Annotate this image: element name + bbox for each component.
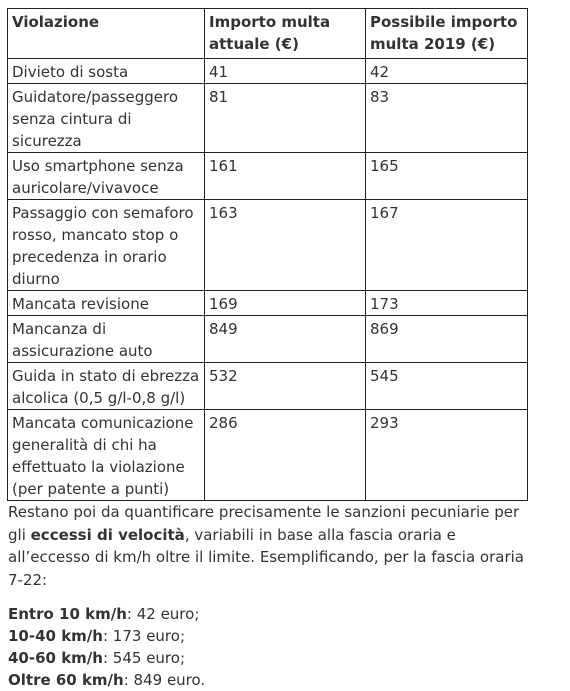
cell-violation: Guida in stato di ebrezza alcolica (0,5 g/l-0,8 g/l) — [8, 363, 205, 410]
cell-current-fine: 161 — [205, 153, 366, 200]
cell-2019-fine: 42 — [366, 59, 528, 84]
fines-table — [7, 8, 528, 501]
list-item — [8, 603, 527, 625]
speed-fine-value: : 545 euro; — [102, 649, 185, 667]
list-item — [8, 669, 527, 691]
header-violation: Violazione — [8, 9, 205, 59]
cell-current-fine: 532 — [205, 363, 366, 410]
table-row — [8, 291, 528, 316]
cell-2019-fine: 173 — [366, 291, 528, 316]
table-row — [8, 410, 528, 501]
speed-fine-value: : 42 euro; — [126, 605, 200, 623]
cell-2019-fine: 869 — [366, 316, 528, 363]
cell-violation: Divieto di sosta — [8, 59, 205, 84]
list-item — [8, 625, 527, 647]
cell-2019-fine: 165 — [366, 153, 528, 200]
speed-range-label: Oltre 60 km/h — [8, 671, 124, 689]
table-row — [8, 84, 528, 153]
cell-violation: Passaggio con semaforo rosso, mancato stop o precedenza in orario diurno — [8, 200, 205, 291]
cell-2019-fine: 545 — [366, 363, 528, 410]
table-row — [8, 200, 528, 291]
header-2019-fine: Possibile importo multa 2019 (€) — [366, 9, 528, 59]
article-content — [7, 8, 527, 691]
speed-range-label: 40-60 km/h — [8, 649, 103, 667]
table-row — [8, 153, 528, 200]
cell-violation: Mancata revisione — [8, 291, 205, 316]
cell-2019-fine: 167 — [366, 200, 528, 291]
cell-violation: Guidatore/passeggero senza cintura di sicurezza — [8, 84, 205, 153]
table-row — [8, 59, 528, 84]
list-item — [8, 647, 527, 669]
cell-current-fine: 849 — [205, 316, 366, 363]
speed-fines-paragraph — [7, 501, 527, 591]
speed-range-label: 10-40 km/h — [8, 627, 103, 645]
speed-fines-list — [7, 603, 527, 691]
paragraph-text-start: Restano poi da quantificare precisamente le sanzioni pecuniarie per gli — [8, 503, 520, 544]
cell-current-fine: 81 — [205, 84, 366, 153]
cell-violation: Mancata comunicazione generalità di chi ha effettuato la violazione (per patente a punti) — [8, 410, 205, 501]
speed-fine-value: : 173 euro; — [102, 627, 185, 645]
header-current-fine: Importo multa attuale (€) — [205, 9, 366, 59]
cell-2019-fine: 293 — [366, 410, 528, 501]
cell-2019-fine: 83 — [366, 84, 528, 153]
cell-violation: Uso smartphone senza auricolare/vivavoce — [8, 153, 205, 200]
paragraph-bold-term: eccessi di velocità — [30, 525, 185, 544]
table-header-row — [8, 9, 528, 59]
table-row — [8, 316, 528, 363]
cell-current-fine: 286 — [205, 410, 366, 501]
speed-range-label: Entro 10 km/h — [8, 605, 127, 623]
cell-current-fine: 163 — [205, 200, 366, 291]
table-row — [8, 363, 528, 410]
cell-current-fine: 169 — [205, 291, 366, 316]
cell-violation: Mancanza di assicurazione auto — [8, 316, 205, 363]
cell-current-fine: 41 — [205, 59, 366, 84]
paragraph-text-end: , variabili in base alla fascia oraria e all’eccesso di km/h oltre il limite. Esemplificando, per la fascia oraria 7-22: — [8, 525, 524, 589]
speed-fine-value: : 849 euro. — [123, 671, 206, 689]
